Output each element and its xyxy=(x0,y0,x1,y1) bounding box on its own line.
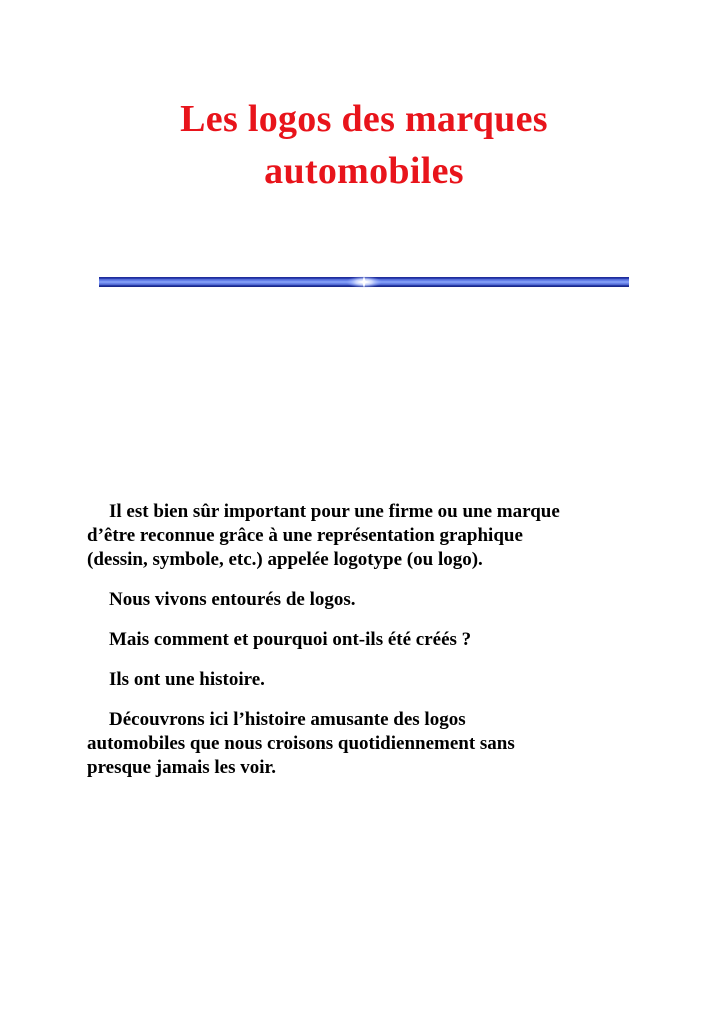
paragraph-line: Nous vivons entourés de logos. xyxy=(109,589,356,610)
paragraph-line: d’être reconnue grâce à une représentation graphique xyxy=(87,525,523,546)
paragraph-line: Ils ont une histoire. xyxy=(109,669,265,690)
intro-text xyxy=(87,500,647,796)
paragraph-line: (dessin, symbole, etc.) appelée logotype (ou logo). xyxy=(87,549,483,570)
paragraph-line: Mais comment et pourquoi ont-ils été créés ? xyxy=(109,629,472,650)
paragraph-line: Il est bien sûr important pour une firme ou une marque xyxy=(109,501,560,522)
paragraph-2 xyxy=(87,588,647,612)
page-title xyxy=(0,93,728,197)
paragraph-1 xyxy=(87,500,647,572)
paragraph-line: presque jamais les voir. xyxy=(87,757,276,778)
title-line-1: Les logos des marques xyxy=(180,98,548,140)
sparkle-divider-icon xyxy=(99,276,629,288)
paragraph-line: automobiles que nous croisons quotidiennement sans xyxy=(87,733,515,754)
paragraph-4 xyxy=(87,668,647,692)
paragraph-line: Découvrons ici l’histoire amusante des logos xyxy=(109,709,466,730)
paragraph-3 xyxy=(87,628,647,652)
title-line-2: automobiles xyxy=(264,150,464,192)
paragraph-5 xyxy=(87,708,647,780)
